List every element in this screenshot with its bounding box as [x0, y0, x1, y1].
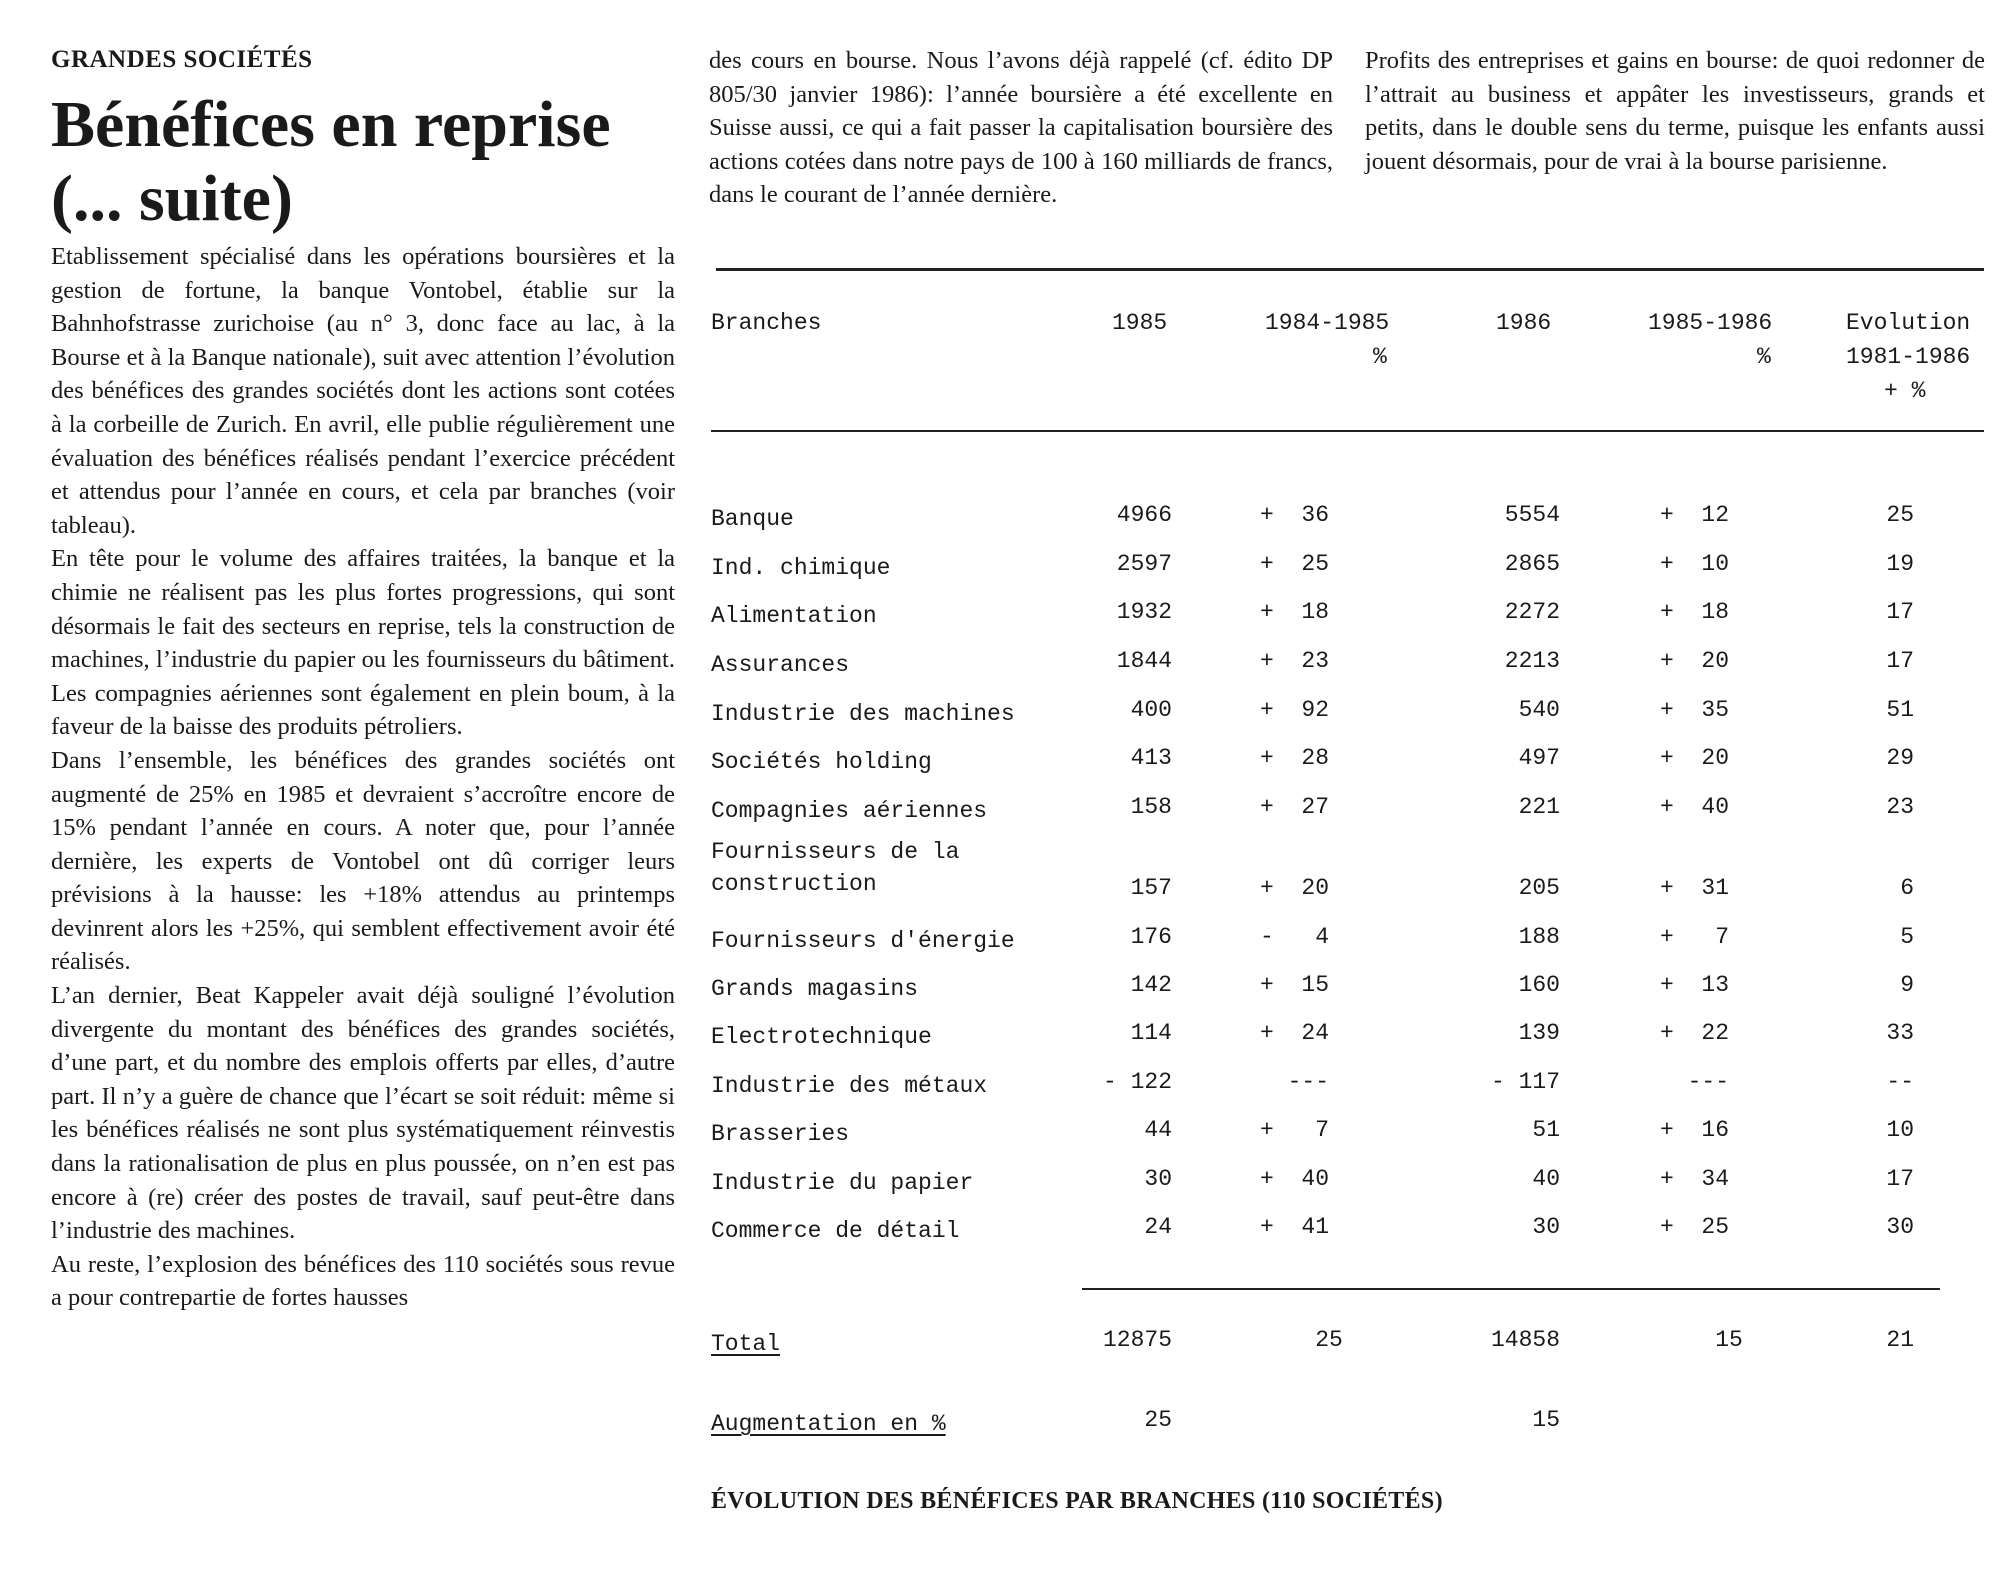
- row-branch: Compagnies aériennes: [711, 798, 988, 824]
- row-branch: Ind. chimique: [711, 555, 891, 581]
- row-evolution: 30: [1886, 1214, 1914, 1240]
- row-branch: Assurances: [711, 652, 850, 678]
- row-evolution: 17: [1886, 599, 1914, 625]
- paragraph: des cours en bourse. Nous l’avons déjà rappelé (cf. édito DP 805/30 janvier 1986): l’année boursière a été excellente en Suisse aussi, ce qui a fait passer la capitalisation boursière des actions cotées dans notre pays de 100 à 160 milliards de francs, dans le courant de l’année dernière.: [709, 47, 1333, 209]
- row-1986: 221: [1518, 794, 1560, 820]
- row-1985: 2597: [1116, 551, 1172, 577]
- paragraph: En tête pour le volume des affaires traitées, la banque et la chimie ne réalisent pas les plus fortes progressions, qui sont désormais le fait des secteurs en reprise, tels la construction de machines, l’industrie du papier ou les fournisseurs du bâtiment. Les compagnies aériennes sont également en plein boum, à la faveur de la baisse des produits pétroliers.: [51, 545, 675, 741]
- row-evolution: 17: [1886, 1166, 1914, 1192]
- row-1984-1985: + 23: [1260, 648, 1330, 674]
- row-1984-1985: + 25: [1260, 551, 1330, 577]
- row-branch: Electrotechnique: [711, 1024, 932, 1050]
- row-1986: 160: [1518, 972, 1560, 998]
- row-1984-1985: + 7: [1260, 1117, 1330, 1143]
- row-1986: - 117: [1490, 1069, 1560, 1095]
- row-branch: Industrie du papier: [711, 1170, 974, 1196]
- header-1984-1985: 1984-1985: [1265, 310, 1390, 336]
- row-1985-1986: ---: [1660, 1069, 1730, 1095]
- row-1985-1986: + 34: [1660, 1166, 1730, 1192]
- row-evolution: 17: [1886, 648, 1914, 674]
- row-1985: 157: [1130, 875, 1172, 901]
- row-1984-1985: + 40: [1260, 1166, 1330, 1192]
- row-1984-1985: + 18: [1260, 599, 1330, 625]
- row-1984-1985: + 28: [1260, 745, 1330, 771]
- row-branch: Sociétés holding: [711, 749, 932, 775]
- row-evolution: 6: [1900, 875, 1914, 901]
- row-evolution: 10: [1886, 1117, 1914, 1143]
- total-1984-1985: 25: [1260, 1327, 1343, 1353]
- row-1985: 1932: [1116, 599, 1172, 625]
- article-column-2: [709, 44, 1333, 212]
- row-1985: - 122: [1102, 1069, 1172, 1095]
- header-1984-1985-unit: %: [1373, 344, 1387, 370]
- row-evolution: 9: [1900, 972, 1914, 998]
- headline-line-2: (... suite): [51, 162, 293, 235]
- total-label: Total: [711, 1331, 781, 1357]
- row-evolution: 19: [1886, 551, 1914, 577]
- row-evolution: 5: [1900, 924, 1914, 950]
- article-column-3: [1365, 44, 1985, 178]
- total-1986: 14858: [1490, 1327, 1560, 1353]
- row-1986: 540: [1518, 697, 1560, 723]
- header-evolution-period: 1981-1986: [1846, 344, 1971, 370]
- increase-label: Augmentation en %: [711, 1411, 946, 1437]
- row-1985-1986: + 20: [1660, 648, 1730, 674]
- table-caption: ÉVOLUTION DES BÉNÉFICES PAR BRANCHES (110 SOCIÉTÉS): [711, 1488, 1443, 1514]
- paragraph: Dans l’ensemble, les bénéfices des grandes sociétés ont augmenté de 25% en 1985 et devraient s’accroître encore de 15% pendant l’année en cours. A noter que, pour l’année dernière, les experts de Vontobel ont dû corriger leurs prévisions à la hausse: les +18% attendus au printemps devinrent alors les +25%, qui semblent effectivement avoir été réalisés.: [51, 746, 675, 976]
- row-1985-1986: + 16: [1660, 1117, 1730, 1143]
- row-1985: 413: [1130, 745, 1172, 771]
- row-1986: 497: [1518, 745, 1560, 771]
- row-branch: Fournisseurs de la construction: [711, 839, 960, 897]
- row-1985-1986: + 40: [1660, 794, 1730, 820]
- paragraph: L’an dernier, Beat Kappeler avait déjà souligné l’évolution divergente du montant des bénéfices des grandes sociétés, d’une part, et du nombre des emplois offerts par elles, d’autre part. Il n’y a guère de chance que l’écart se soit réduit: même si les bénéfices réalisés ne sont plus systématiquement réinvestis dans la rationalisation de plus en plus poussée, on n’en est pas encore à (re) créer des postes de travail, sauf peut-être dans l’industrie des machines.: [51, 982, 675, 1245]
- row-1984-1985: - 4: [1260, 924, 1330, 950]
- row-1985: 1844: [1116, 648, 1172, 674]
- row-1986: 2865: [1504, 551, 1560, 577]
- row-branch: Alimentation: [711, 603, 877, 629]
- row-1985-1986: + 7: [1660, 924, 1730, 950]
- row-branch: Grands magasins: [711, 976, 919, 1002]
- row-1984-1985: + 92: [1260, 697, 1330, 723]
- row-branch: Brasseries: [711, 1121, 850, 1147]
- total-1985: 12875: [1102, 1327, 1172, 1353]
- header-branches: Branches: [711, 310, 822, 336]
- row-1984-1985: + 27: [1260, 794, 1330, 820]
- row-evolution: 33: [1886, 1020, 1914, 1046]
- row-1985-1986: + 35: [1660, 697, 1730, 723]
- row-evolution: --: [1886, 1069, 1914, 1095]
- row-1984-1985: + 24: [1260, 1020, 1330, 1046]
- row-1986: 40: [1532, 1166, 1560, 1192]
- row-1984-1985: + 20: [1260, 875, 1330, 901]
- row-evolution: 25: [1886, 502, 1914, 528]
- row-1986: 51: [1532, 1117, 1560, 1143]
- row-1986: 30: [1532, 1214, 1560, 1240]
- article-column-1: [51, 240, 675, 1315]
- row-1984-1985: + 36: [1260, 502, 1330, 528]
- row-1985-1986: + 12: [1660, 502, 1730, 528]
- headline: [51, 88, 691, 236]
- row-evolution: 51: [1886, 697, 1914, 723]
- row-1985-1986: + 25: [1660, 1214, 1730, 1240]
- row-1985: 400: [1130, 697, 1172, 723]
- total-1985-1986: 15: [1660, 1327, 1743, 1353]
- header-evolution-unit: + %: [1884, 378, 1926, 404]
- row-1986: 188: [1518, 924, 1560, 950]
- row-1984-1985: ---: [1260, 1069, 1330, 1095]
- headline-line-1: Bénéfices en reprise: [51, 88, 611, 161]
- header-1985: 1985: [1112, 310, 1168, 336]
- row-branch: Industrie des machines: [711, 701, 1015, 727]
- row-1985-1986: + 10: [1660, 551, 1730, 577]
- row-1985: 158: [1130, 794, 1172, 820]
- header-1985-1986: 1985-1986: [1648, 310, 1773, 336]
- row-1985: 142: [1130, 972, 1172, 998]
- row-1985: 4966: [1116, 502, 1172, 528]
- table-top-rule: [716, 268, 1984, 271]
- row-evolution: 29: [1886, 745, 1914, 771]
- row-branch: Banque: [711, 506, 794, 532]
- row-1986: 5554: [1504, 502, 1560, 528]
- row-1985-1986: + 31: [1660, 875, 1730, 901]
- row-1986: 139: [1518, 1020, 1560, 1046]
- header-1985-1986-unit: %: [1757, 344, 1771, 370]
- increase-1985: 25: [1144, 1407, 1172, 1433]
- increase-1986: 15: [1532, 1407, 1560, 1433]
- row-branch: Industrie des métaux: [711, 1073, 988, 1099]
- row-1985-1986: + 22: [1660, 1020, 1730, 1046]
- paragraph: Au reste, l’explosion des bénéfices des 110 sociétés sous revue a pour contrepartie de fortes hausses: [51, 1250, 675, 1312]
- paragraph: Etablissement spécialisé dans les opérations boursières et la gestion de fortune, la banque Vontobel, établie sur la Bahnhofstrasse zurichoise (au n° 3, donc face au lac, à la Bourse et à la Banque nationale), suit avec attention l’évolution des bénéfices des grandes sociétés dont les actions sont cotées à la corbeille de Zurich. En avril, elle publie régulièrement une évaluation des bénéfices réalisés pendant l’exercice précédent et attendus pour l’année en cours, et cela par branches (voir tableau).: [51, 243, 675, 539]
- table-total-rule: [1082, 1288, 1940, 1290]
- row-1985-1986: + 13: [1660, 972, 1730, 998]
- row-1984-1985: + 41: [1260, 1214, 1330, 1240]
- row-evolution: 23: [1886, 794, 1914, 820]
- row-1984-1985: + 15: [1260, 972, 1330, 998]
- row-1986: 2272: [1504, 599, 1560, 625]
- row-branch: Commerce de détail: [711, 1218, 960, 1244]
- row-1985: 24: [1144, 1214, 1172, 1240]
- row-1985-1986: + 20: [1660, 745, 1730, 771]
- section-kicker: GRANDES SOCIÉTÉS: [51, 46, 313, 73]
- row-1986: 205: [1518, 875, 1560, 901]
- row-1985: 44: [1144, 1117, 1172, 1143]
- row-1985: 30: [1144, 1166, 1172, 1192]
- row-1985: 176: [1130, 924, 1172, 950]
- total-evolution: 21: [1886, 1327, 1914, 1353]
- header-1986: 1986: [1496, 310, 1552, 336]
- row-1985-1986: + 18: [1660, 599, 1730, 625]
- row-1985: 114: [1130, 1020, 1172, 1046]
- paragraph: Profits des entreprises et gains en bourse: de quoi redonner de l’attrait au business et appâter les investisseurs, grands et petits, dans le double sens du terme, puisque les enfants aussi jouent désormais, pour de vrai à la bourse parisienne.: [1365, 47, 1985, 175]
- row-1986: 2213: [1504, 648, 1560, 674]
- header-evolution: Evolution: [1846, 310, 1971, 336]
- table-header-rule: [711, 430, 1984, 432]
- row-branch: Fournisseurs d'énergie: [711, 928, 1015, 954]
